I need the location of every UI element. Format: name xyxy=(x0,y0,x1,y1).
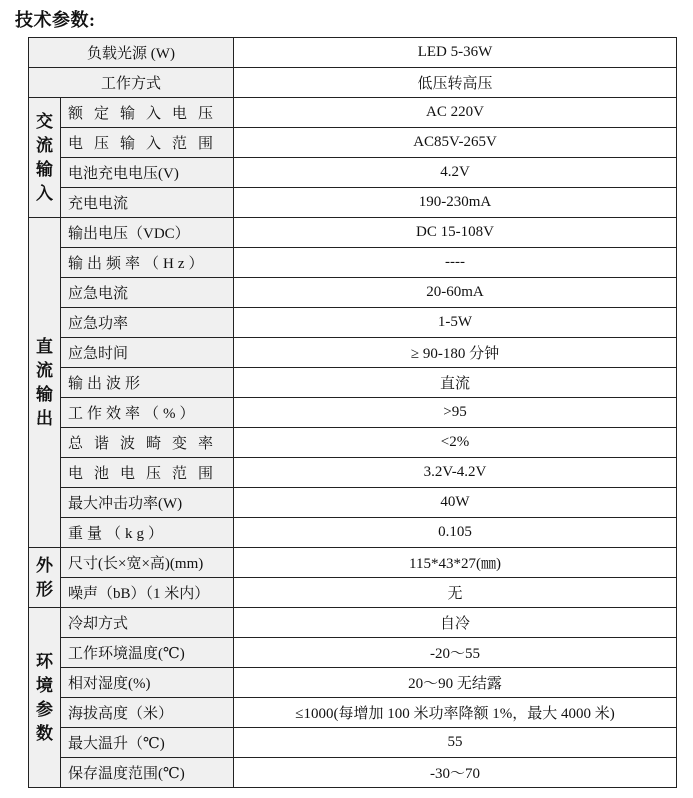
row-value: 0.105 xyxy=(234,518,677,548)
row-label: 应急时间 xyxy=(61,338,234,368)
section-environment: 环 境 参 数 xyxy=(29,608,61,788)
table-row xyxy=(29,158,677,188)
spec-table xyxy=(28,37,677,788)
row-value: -30～70 xyxy=(234,758,677,788)
row-value: -20～55 xyxy=(234,638,677,668)
row-label: 相对湿度(%) xyxy=(61,668,234,698)
table-row xyxy=(29,458,677,488)
row-value: 1-5W xyxy=(234,308,677,338)
row-label: 电池充电电压(V) xyxy=(61,158,234,188)
table-row xyxy=(29,38,677,68)
row-label: 尺寸(长×宽×高)(mm) xyxy=(61,548,234,578)
table-row xyxy=(29,428,677,458)
table-row xyxy=(29,548,677,578)
row-value: 20～90 无结露 xyxy=(234,668,677,698)
row-value: LED 5-36W xyxy=(234,38,677,68)
row-value: 直流 xyxy=(234,368,677,398)
row-label: 最大冲击功率(W) xyxy=(61,488,234,518)
row-label: 工作效率（%） xyxy=(61,398,234,428)
table-row xyxy=(29,308,677,338)
row-value: AC85V-265V xyxy=(234,128,677,158)
row-label: 工作环境温度(℃) xyxy=(61,638,234,668)
row-label: 输出频率（Hz） xyxy=(61,248,234,278)
row-label: 保存温度范围(℃) xyxy=(61,758,234,788)
table-row xyxy=(29,488,677,518)
row-value: 190-230mA xyxy=(234,188,677,218)
row-label: 噪声（bB）（1 米内） xyxy=(61,578,234,608)
table-row xyxy=(29,728,677,758)
row-value: ≤1000(每增加 100 米功率降额 1%，最大 4000 米) xyxy=(234,698,677,728)
table-row xyxy=(29,338,677,368)
row-value: 无 xyxy=(234,578,677,608)
row-label: 最大温升（℃) xyxy=(61,728,234,758)
row-value: ≥ 90-180 分钟 xyxy=(234,338,677,368)
row-label: 重量（kg） xyxy=(61,518,234,548)
row-value: AC 220V xyxy=(234,98,677,128)
section-appearance: 外 形 xyxy=(29,548,61,608)
row-value: 115*43*27(㎜) xyxy=(234,548,677,578)
row-value: 自冷 xyxy=(234,608,677,638)
table-row xyxy=(29,68,677,98)
row-value: ---- xyxy=(234,248,677,278)
row-label: 负载光源 (W) xyxy=(29,38,234,68)
table-row xyxy=(29,278,677,308)
table-row xyxy=(29,218,677,248)
row-label: 输出电压（VDC） xyxy=(61,218,234,248)
row-label: 工作方式 xyxy=(29,68,234,98)
row-value: <2% xyxy=(234,428,677,458)
table-row xyxy=(29,668,677,698)
row-label: 应急电流 xyxy=(61,278,234,308)
row-value: DC 15-108V xyxy=(234,218,677,248)
row-value: 55 xyxy=(234,728,677,758)
section-ac-input: 交 流 输 入 xyxy=(29,98,61,218)
table-row xyxy=(29,638,677,668)
row-label: 输出波形 xyxy=(61,368,234,398)
section-dc-output: 直 流 输 出 xyxy=(29,218,61,548)
row-label: 额定输入电压 xyxy=(61,98,234,128)
table-row xyxy=(29,608,677,638)
table-row xyxy=(29,758,677,788)
table-row xyxy=(29,98,677,128)
row-value: >95 xyxy=(234,398,677,428)
row-label: 应急功率 xyxy=(61,308,234,338)
table-row xyxy=(29,368,677,398)
table-row xyxy=(29,578,677,608)
row-label: 电池电压范围 xyxy=(61,458,234,488)
row-value: 3.2V-4.2V xyxy=(234,458,677,488)
page-title: 技术参数: xyxy=(15,10,96,30)
row-label: 冷却方式 xyxy=(61,608,234,638)
table-row xyxy=(29,248,677,278)
row-value: 20-60mA xyxy=(234,278,677,308)
table-row xyxy=(29,698,677,728)
row-label: 总谐波畸变率 xyxy=(61,428,234,458)
row-value: 40W xyxy=(234,488,677,518)
row-label: 电压输入范围 xyxy=(61,128,234,158)
table-row xyxy=(29,398,677,428)
table-row xyxy=(29,518,677,548)
row-value: 低压转高压 xyxy=(234,68,677,98)
row-value: 4.2V xyxy=(234,158,677,188)
row-label: 海拔高度（米） xyxy=(61,698,234,728)
table-row xyxy=(29,188,677,218)
table-row xyxy=(29,128,677,158)
row-label: 充电电流 xyxy=(61,188,234,218)
